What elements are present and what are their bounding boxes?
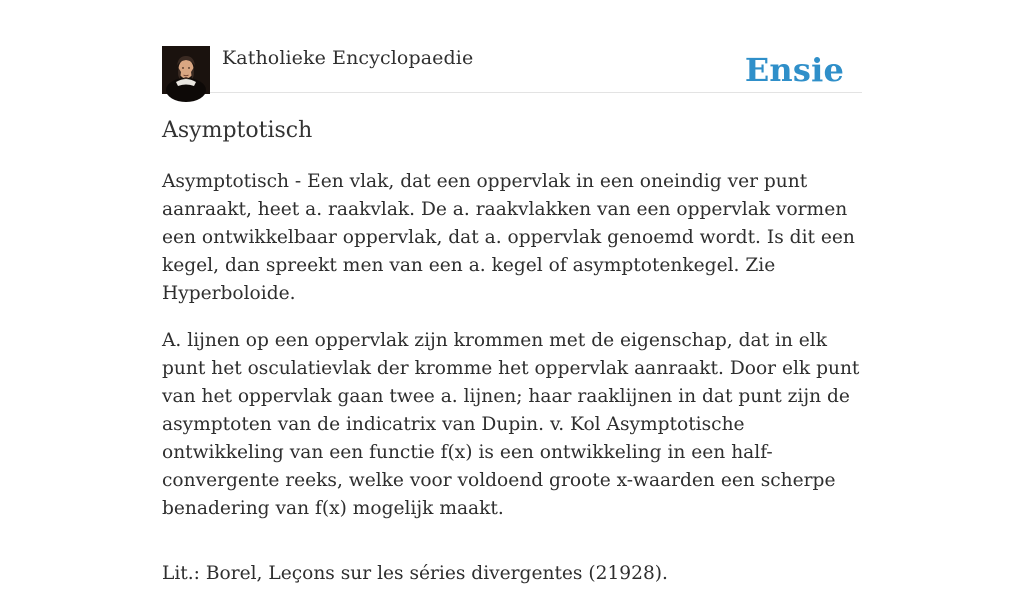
- site-title[interactable]: Katholieke Encyclopaedie: [222, 47, 474, 69]
- site-header: [162, 46, 862, 93]
- article-paragraph: A. lijnen op een oppervlak zijn krommen met de eigenschap, dat in elk punt het osculatievlak der kromme het oppervlak aanraakt. Door elk punt van het oppervlak gaan twee a. lijnen; haar raaklijnen in dat punt zijn de asymptoten van de indicatrix van Dupin. v. Kol Asymptotische ontwikkeling van een functie f(x) is een ontwikkeling in een half-convergente reeks, welke voor voldoend groote x-waarden een scherpe benadering van f(x) mogelijk maakt.: [162, 330, 860, 519]
- article-body: [162, 168, 867, 607]
- article-paragraph: Asymptotisch - Een vlak, dat een oppervlak in een oneindig ver punt aanraakt, heet a. raakvlak. De a. raakvlakken van een oppervlak vormen een ontwikkelbaar oppervlak, dat a. oppervlak genoemd wordt. Is dit een kegel, dan spreekt men van een a. kegel of asymptotenkegel. Zie Hyperboloide.: [162, 171, 855, 304]
- literature-reference: Lit.: Borel, Leçons sur les séries divergentes (21928).: [162, 563, 668, 584]
- portrait-avatar-icon[interactable]: [162, 46, 210, 94]
- brand-logo[interactable]: Ensie: [744, 51, 844, 89]
- page-title: Asymptotisch: [162, 118, 313, 143]
